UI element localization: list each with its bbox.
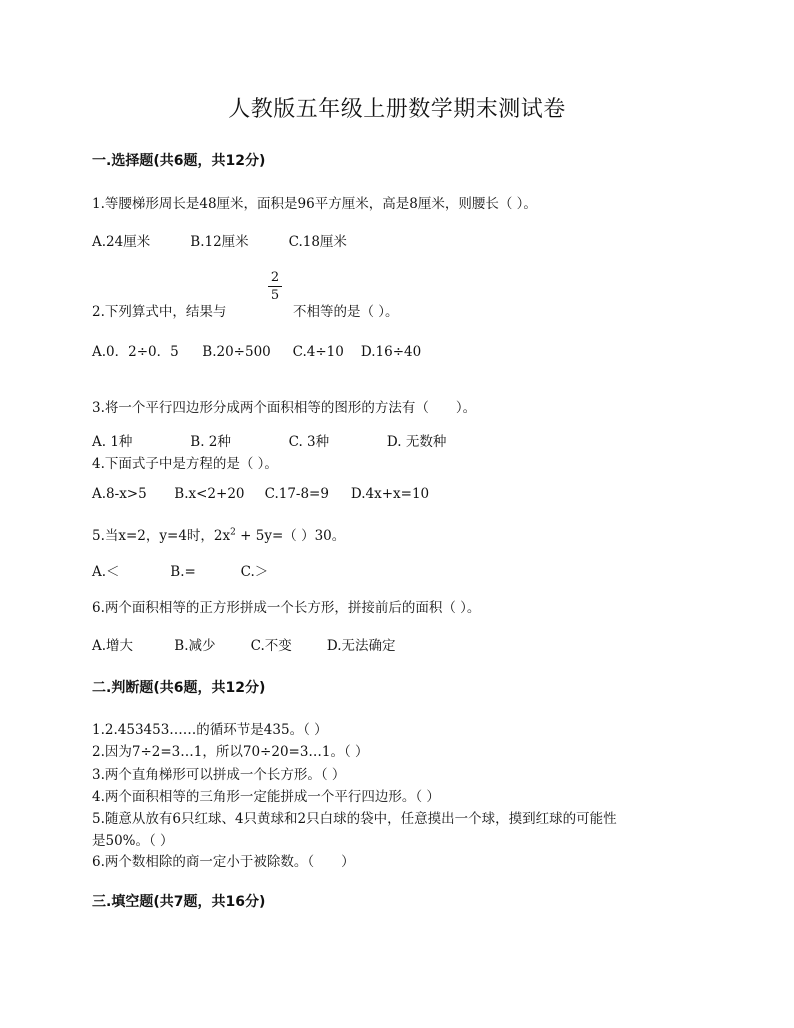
exponent: 2 [230,527,236,538]
question-1-stem: 1.等腰梯形周长是48厘米，面积是96平方厘米，高是8厘米，则腰长（ ）。 [92,196,537,212]
option-c: C.＞ [240,564,269,580]
option-b: B.减少 [174,638,216,654]
page-title: 人教版五年级上册数学期末测试卷 [228,97,566,122]
judge-item-6: 6.两个数相除的商一定小于被除数。（ ） [92,854,355,870]
question-5-options [92,560,268,580]
option-b: B.= [170,564,196,580]
question-6-options [92,634,396,654]
section-heading-fill: 三.填空题(共7题，共16分) [92,894,266,910]
option-a: A. 1种 [92,434,133,450]
fraction-bar [268,286,282,287]
question-3-options [92,430,446,450]
question-2-stem [92,300,399,320]
option-a: A.8-x>5 [92,486,147,502]
question-4-stem: 4.下面式子中是方程的是（ ）。 [92,456,278,472]
question-1-options [92,230,347,250]
judge-item-5-line-2: 是50%。（ ） [92,833,174,849]
option-b: B.20÷500 [202,344,271,360]
option-a: A.24厘米 [92,234,151,250]
section-heading-choice: 一.选择题(共6题，共12分) [92,153,266,169]
option-a: A.增大 [92,638,134,654]
option-b: B.x<2+20 [174,486,245,502]
question-5-stem-post: + 5y=（ ）30。 [235,528,346,544]
option-c: C.4÷10 [292,344,344,360]
fraction-numerator: 2 [270,270,280,285]
judge-item-2: 2.因为7÷2=3…1，所以70÷20=3…1。（ ） [92,744,369,760]
option-d: D. 无数种 [386,434,447,450]
option-b: B. 2种 [190,434,231,450]
option-c: C.17-8=9 [264,486,329,502]
question-2-options [92,340,421,360]
fraction-two-fifths [268,270,282,303]
option-d: D.4x+x=10 [350,486,430,502]
option-d: D.16÷40 [360,344,422,360]
option-a: A.0．2÷0．5 [92,344,179,360]
question-6-stem: 6.两个面积相等的正方形拼成一个长方形，拼接前后的面积（ ）。 [92,600,481,616]
judge-item-5-line-1: 5.随意从放有6只红球、4只黄球和2只白球的袋中，任意摸出一个球，摸到红球的可能性 [92,811,617,827]
question-4-options [92,486,429,502]
option-c: C.18厘米 [288,234,347,250]
judge-item-1: 1.2.453453……的循环节是435。（ ） [92,722,328,738]
question-2-stem-pre: 2.下列算式中，结果与 [92,304,227,320]
judge-item-4: 4.两个面积相等的三角形一定能拼成一个平行四边形。（ ） [92,789,440,805]
fraction-denominator: 5 [270,288,280,303]
question-2-stem-post: 不相等的是（ ）。 [292,304,399,320]
option-d: D.无法确定 [326,638,396,654]
question-5-stem [92,524,345,544]
option-c: C.不变 [250,638,292,654]
option-a: A.＜ [92,564,120,580]
section-heading-judge: 二.判断题(共6题，共12分) [92,680,266,696]
question-3-stem: 3.将一个平行四边形分成两个面积相等的图形的方法有（ ）。 [92,400,477,416]
option-c: C. 3种 [288,434,330,450]
option-b: B.12厘米 [190,234,249,250]
judge-item-3: 3.两个直角梯形可以拼成一个长方形。（ ） [92,767,346,783]
question-5-stem-pre: 5.当x=2，y=4时，2x [92,528,231,544]
